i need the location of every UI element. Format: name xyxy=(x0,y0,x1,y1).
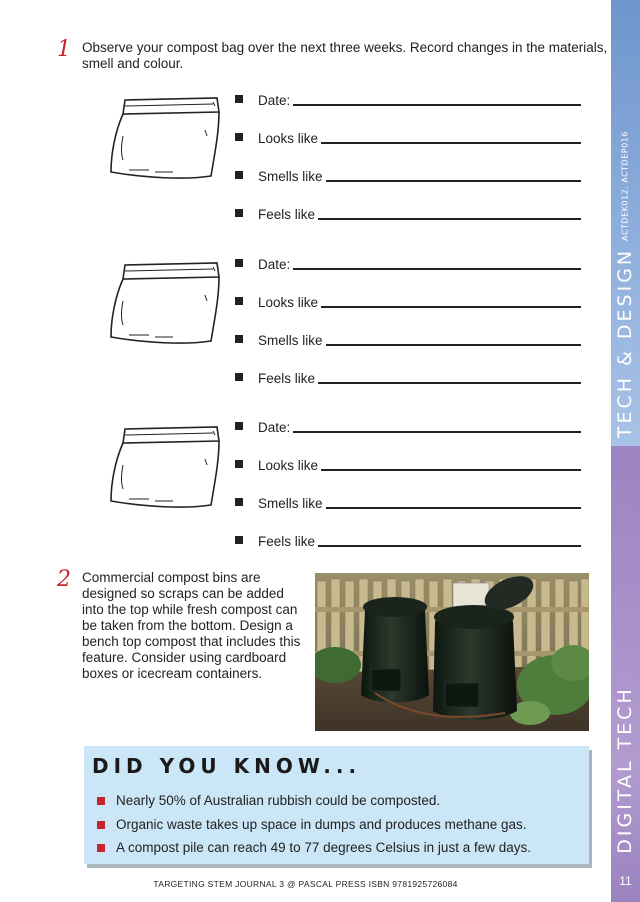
did-you-know-box xyxy=(84,746,589,864)
bullet-square-icon xyxy=(235,95,243,103)
bullet-square-icon xyxy=(235,460,243,468)
feels-like-label: Feels like xyxy=(258,534,316,549)
date-label: Date: xyxy=(258,420,291,435)
smells-like-label: Smells like xyxy=(258,333,323,348)
fact-item xyxy=(97,817,527,832)
bullet-square-icon xyxy=(235,209,243,217)
compost-bins-photo xyxy=(315,573,589,731)
looks-like-label: Looks like xyxy=(258,295,319,310)
question-2-text xyxy=(82,570,300,682)
write-line[interactable] xyxy=(321,469,581,471)
fact-text: Organic waste takes up space in dumps and produces methane gas. xyxy=(116,817,527,832)
write-line[interactable] xyxy=(293,268,581,270)
curriculum-codes: ACTDEK012, ACTDEP016 xyxy=(620,131,630,241)
bullet-square-icon xyxy=(235,133,243,141)
feels-like-line[interactable] xyxy=(235,529,581,549)
looks-like-line[interactable] xyxy=(235,126,581,146)
write-line[interactable] xyxy=(318,218,581,220)
question-1-line: smell and colour. xyxy=(82,56,184,71)
fact-text: A compost pile can reach 49 to 77 degrees Celsius in just a few days. xyxy=(116,840,531,855)
question-2-line: into the top while fresh compost can xyxy=(82,602,298,617)
compost-bag-illustration xyxy=(105,421,225,516)
feels-like-line[interactable] xyxy=(235,366,581,386)
write-line[interactable] xyxy=(293,104,581,106)
question-2-line: Commercial compost bins are xyxy=(82,570,261,585)
bullet-square-icon xyxy=(235,373,243,381)
bullet-square-icon xyxy=(235,171,243,179)
compost-bag-illustration xyxy=(105,92,225,187)
question-2-line: feature. Consider using cardboard xyxy=(82,650,287,665)
write-line[interactable] xyxy=(321,142,581,144)
compost-bag-illustration xyxy=(105,257,225,352)
bullet-square-icon xyxy=(235,259,243,267)
bullet-square-icon xyxy=(235,422,243,430)
bullet-square-icon xyxy=(235,335,243,343)
looks-like-line[interactable] xyxy=(235,290,581,310)
bullet-square-icon xyxy=(235,297,243,305)
bullet-square-icon xyxy=(97,844,105,852)
date-line[interactable] xyxy=(235,88,581,108)
feels-like-line[interactable] xyxy=(235,202,581,222)
write-line[interactable] xyxy=(321,306,581,308)
fact-text: Nearly 50% of Australian rubbish could be composted. xyxy=(116,793,441,808)
question-2-number: 2 xyxy=(57,567,71,592)
date-label: Date: xyxy=(258,93,291,108)
question-1-line: Observe your compost bag over the next three weeks. Record changes in the materials, xyxy=(82,40,608,55)
write-line[interactable] xyxy=(326,507,581,509)
tech-design-label: TECH & DESIGN xyxy=(614,247,636,439)
write-line[interactable] xyxy=(326,180,581,182)
smells-like-label: Smells like xyxy=(258,496,323,511)
write-line[interactable] xyxy=(318,545,581,547)
smells-like-line[interactable] xyxy=(235,164,581,184)
question-1-text xyxy=(82,40,607,72)
bullet-square-icon xyxy=(97,797,105,805)
write-line[interactable] xyxy=(318,382,581,384)
date-label: Date: xyxy=(258,257,291,272)
question-2-line: bench top compost that includes this xyxy=(82,634,301,649)
did-you-know-title: DID YOU KNOW... xyxy=(92,754,362,778)
fact-item xyxy=(97,840,531,855)
question-2-line: be taken from the bottom. Design a xyxy=(82,618,293,633)
date-line[interactable] xyxy=(235,252,581,272)
write-line[interactable] xyxy=(293,431,581,433)
fact-item xyxy=(97,793,440,808)
question-1-number: 1 xyxy=(57,37,71,62)
bullet-square-icon xyxy=(235,498,243,506)
looks-like-label: Looks like xyxy=(258,458,319,473)
page-number: 11 xyxy=(619,874,632,888)
side-band xyxy=(611,0,640,902)
write-line[interactable] xyxy=(326,344,581,346)
bullet-square-icon xyxy=(97,821,105,829)
smells-like-line[interactable] xyxy=(235,491,581,511)
smells-like-line[interactable] xyxy=(235,328,581,348)
bullet-square-icon xyxy=(235,536,243,544)
smells-like-label: Smells like xyxy=(258,169,323,184)
feels-like-label: Feels like xyxy=(258,207,316,222)
looks-like-line[interactable] xyxy=(235,453,581,473)
question-2-line: boxes or icecream containers. xyxy=(82,666,263,681)
looks-like-label: Looks like xyxy=(258,131,319,146)
date-line[interactable] xyxy=(235,415,581,435)
footer-credit: TARGETING STEM JOURNAL 3 @ PASCAL PRESS ISBN 9781925726084 xyxy=(153,879,458,889)
feels-like-label: Feels like xyxy=(258,371,316,386)
question-2-line: designed so scraps can be added xyxy=(82,586,284,601)
digital-tech-label: DIGITAL TECH xyxy=(614,686,636,854)
